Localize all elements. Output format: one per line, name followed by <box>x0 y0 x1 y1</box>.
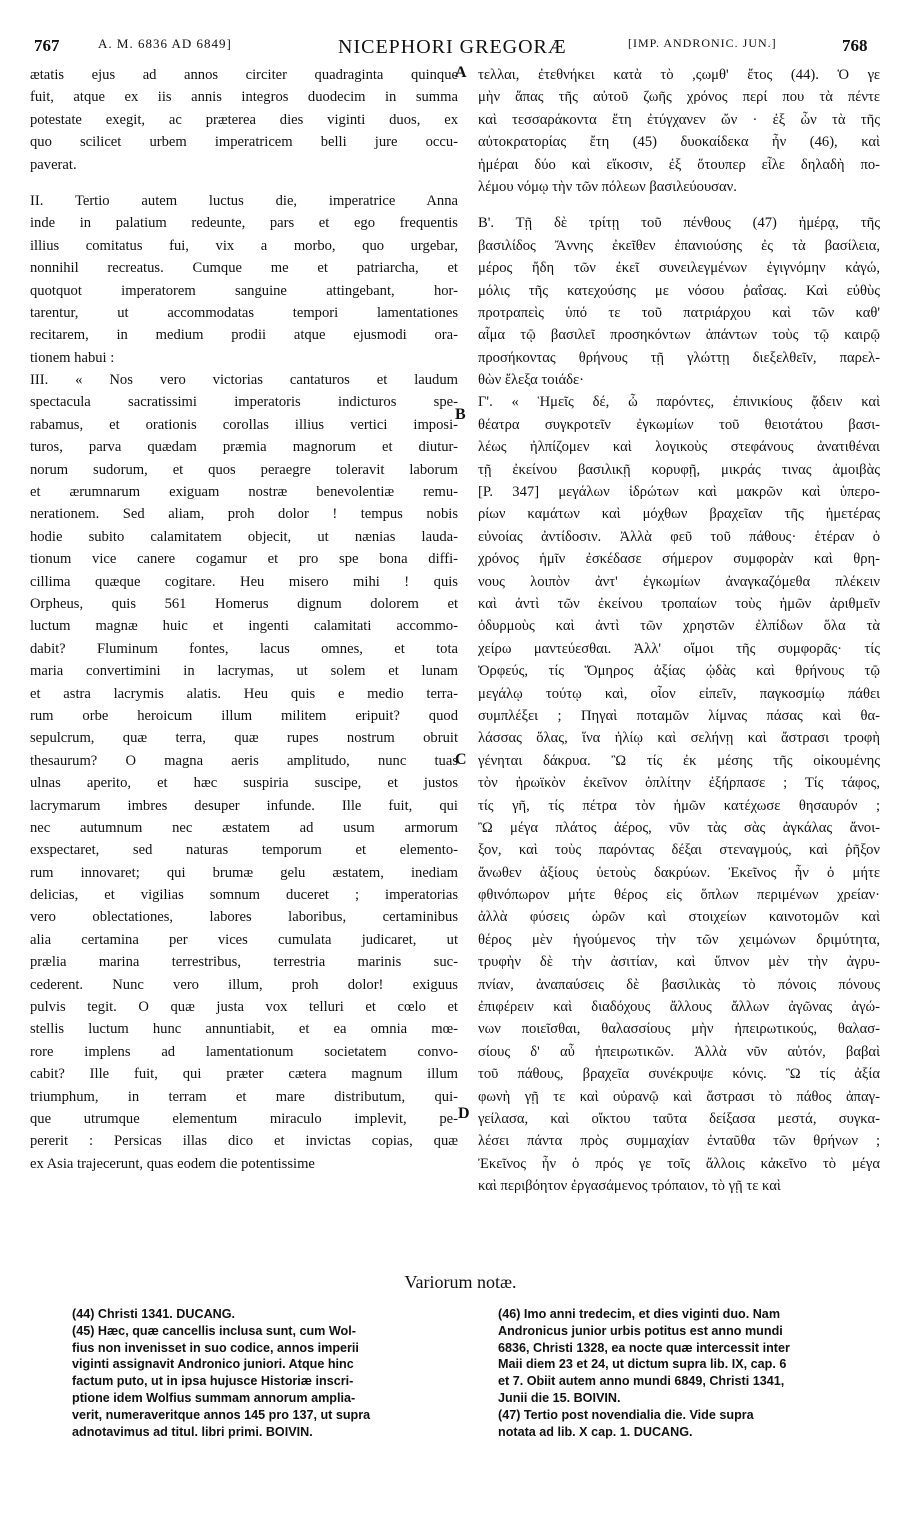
text-line: delicias, et vigilias somnum duceret ; imperatorias <box>30 887 458 904</box>
text-line: μεγάλῳ τούτῳ καὶ, οἷον εἰπεῖν, παγκοσμίῳ πάθει <box>478 685 880 702</box>
text-line: Junii die 15. BOIVIN. <box>498 1390 621 1405</box>
text-line: μόλις τῆς κατεχούσης με νόσου ῥαΐσας. Καὶ εὐθὺς <box>478 282 880 299</box>
text-line: ἐπιφέρειν καὶ διαδόχους ἄλλους ἄλλων ἀγῶνας ἀγώ- <box>478 999 880 1016</box>
text-line: Ἐκεῖνος ἦν ὁ πρός γε τοῖς ἄλλοις κἀκεῖνο τὸ μέγα <box>478 1155 880 1172</box>
text-line: potestate exegit, ac præterea dies viginti duos, ex <box>30 111 458 128</box>
text-line: Andronicus junior urbis potitus est anno mundi <box>498 1323 783 1338</box>
margin-marker-a: A <box>455 64 467 81</box>
text-line: recitarem, in medium prodii atque ejusmodi ora- <box>30 327 458 344</box>
text-line: factum puto, ut in ipsa hujusce Historiæ inscri- <box>72 1374 354 1389</box>
text-line: maria convertimini in lacrymas, ut solem et lunam <box>30 663 458 680</box>
text-line: Β'. Τῇ δὲ τρίτῃ τοῦ πένθους (47) ἡμέρᾳ, τῆς <box>478 215 880 232</box>
text-line: que utrumque elementum miraculo implevit, pe- <box>30 1110 458 1127</box>
text-line: quo scilicet urbem imperatricem belli jure occu- <box>30 134 458 151</box>
text-line: (45) Hæc, quæ cancellis inclusa sunt, cum Wol- <box>72 1323 356 1338</box>
text-line: turos, parva quædam præmia magnorum et diutur- <box>30 439 458 456</box>
text-line: nonnihil recreatus. Cumque me et patriarcha, et <box>30 260 458 277</box>
text-line: ἀλλὰ φύσεις ὡρῶν καὶ στοιχείων καινοτομῶν καὶ <box>478 909 880 926</box>
text-line: αἷμα τῷ βασιλεῖ προσηκόντων ἁπάντων τοὺς τῷ καιρῷ <box>478 327 880 344</box>
text-line: φθινόπωρον μήτε θέρος εἰς ὅπλων περιμένων χρείαν· <box>478 887 880 904</box>
text-line: λέσει πάντα πρὸς συμμαχίαν ἐνταῦθα τῶν θρήνων ; <box>478 1133 880 1150</box>
text-line: cabit? Ille fuit, qui præter cætera magnum illum <box>30 1066 458 1083</box>
text-line: θέατρα συγκροτεῖν ἐγκωμίων τοῦ θειοτάτου βασι- <box>478 416 880 433</box>
text-line: exspectaret, sed naturas temporum et elemento- <box>30 842 458 859</box>
text-line: pererit : Persicas illas dico et invictas copias, quæ <box>30 1133 458 1150</box>
text-line: λέμου νόμῳ τὴν τῶν πόλεων βασιλεύουσαν. <box>478 178 737 195</box>
text-line: prælia marina terrestribus, terrestria marinis suc- <box>30 954 458 971</box>
greek-column <box>478 64 880 1198</box>
greek-paragraph-3 <box>478 391 880 1197</box>
text-line: συμπλέξει ; Πηγαὶ ποταμῶν λίμνας πάσας καὶ θα- <box>478 707 880 724</box>
left-page-number: 767 <box>34 36 60 55</box>
text-line: paverat. <box>30 156 77 173</box>
text-line: Orpheus, quis 561 Homerus dignum dolorem et <box>30 595 458 612</box>
text-line: viginti assignavit Andronico juniori. Atque hinc <box>72 1357 354 1372</box>
text-line: καὶ τεσσαράκοντα ἔτη ἐτύγχανεν ὤν · ἐξ ὧν τὰ τῆς <box>478 111 880 128</box>
text-line: τίς γῆ, τίς πέτρα τὸν ἡμῶν κατέχωσε θησαυρόν ; <box>478 797 880 814</box>
margin-marker-b: B <box>455 406 466 423</box>
text-line: αὐτοκρατορίας ἔτη (45) δυοκαίδεκα ἦν (46), καὶ <box>478 134 880 151</box>
text-line: ex Asia trajecerunt, quas eodem die potentissime <box>30 1155 315 1172</box>
text-line: 6836, Christi 1328, ea nocte quæ intercessit inter <box>498 1340 790 1355</box>
text-line: χρόνος ἡμῖν ἐσκέδασε σήμερον συμφορὰν καὶ θρη- <box>478 551 880 568</box>
text-line: tionem habui : <box>30 349 115 366</box>
greek-paragraph-2 <box>478 212 880 391</box>
text-line: ulnas aperito, et hæc suspiria suscipe, et justos <box>30 775 458 792</box>
running-header <box>30 36 880 58</box>
text-line: cillima quæque cogitare. Heu misero mihi ! quis <box>30 573 458 590</box>
left-year-range: A. M. 6836 AD 6849] <box>98 36 232 51</box>
text-line: tionum vice canere cogamur et pro spe bona diffi- <box>30 551 458 568</box>
text-line: stellis luctum hunc annuntiabit, et ea omnia mœ- <box>30 1021 458 1038</box>
text-line: quotquot imperatorem sanguine attingebant, hor- <box>30 282 458 299</box>
text-line: spectacula sacratissimi imperatoris indicturos spe- <box>30 394 458 411</box>
text-line: II. Tertio autem luctus die, imperatrice Anna <box>30 192 458 209</box>
text-line: προτραπεὶς ὑπό τε τοῦ πατριάρχου καὶ τῶν καθ' <box>478 304 880 321</box>
text-line: nec autumnum nec æstatem ad usum armorum <box>30 819 458 836</box>
text-line: ξον, καὶ τοὺς παρόντας δέξαι στεναγμούς, καὶ ῥῆξον <box>478 842 880 859</box>
text-line: tarentur, ut accommodatas tempori lamentationes <box>30 304 458 321</box>
notes-right-column <box>498 1306 880 1440</box>
text-line: σίους δ' αὖ ἠπειρωτικῶν. Ἀλλὰ νῦν αὐτόν, βαβαὶ <box>478 1043 880 1060</box>
text-line: μέρος ἤδη τῶν ἐκεῖ συνειλεγμένων ἐγιγνόμην κἀγώ, <box>478 260 880 277</box>
notes-left-column <box>72 1306 458 1440</box>
text-line: θέρος μὲν ἡγούμενος τὴν τῶν χειμώνων δριμύτητα, <box>478 931 880 948</box>
text-line: λάσσας ὅλας, ἵνα ἡλίῳ καὶ σελήνῃ καὶ ἄστρασι τροφὴ <box>478 730 880 747</box>
text-line: τῇ ἐκείνου βασιλικῇ κορυφῇ, μικράς τινας ἀμοιβὰς <box>478 461 880 478</box>
text-line: γένηται δάκρυα. Ὢ τίς ἐκ μέσης τῆς οἰκουμένης <box>478 752 880 769</box>
text-line: ὀδυρμοὺς καὶ ἀντὶ τῶν χρηστῶν ἐλπίδων ὅλα τὰ <box>478 618 880 635</box>
text-line: et ærumnarum exiguam nostræ benevolentiæ remu- <box>30 484 458 501</box>
right-emperor-tag: [IMP. ANDRONIC. JUN.] <box>628 36 777 50</box>
text-line: (46) Imo anni tredecim, et dies viginti duo. Nam <box>498 1307 781 1321</box>
text-line: ἄνωθεν ἀξίους ὑετοὺς δακρύων. Ἐκεῖνος ἦν ὁ μήτε <box>478 864 880 881</box>
text-line: illius comitatus fui, vix a morbo, quo urgebar, <box>30 237 458 254</box>
margin-marker-c: C <box>455 751 467 768</box>
text-line: Γ'. « Ἡμεῖς δέ, ὦ παρόντες, ἐπινικίους ᾄδειν καὶ <box>478 394 880 411</box>
text-line: ætatis ejus ad annos circiter quadraginta quinque <box>30 67 458 83</box>
text-line: τὸν ἡρωϊκὸν ἐκεῖνον ὁπλίτην ἐξήρπασε ; Τίς τάφος, <box>478 775 880 792</box>
text-line: (44) Christi 1341. DUCANG. <box>72 1307 236 1321</box>
text-line: fius non invenisset in suo codice, annos imperii <box>72 1340 359 1355</box>
text-line: inde in palatium redeunte, pars et ego frequentis <box>30 215 458 232</box>
text-line: nerationem. Sed aliam, proh dolor ! tempus nobis <box>30 506 458 523</box>
text-line: Ὢ μέγα πλάτος ἀέρος, νῦν τὰς σὰς ἀγκάλας ἄνοι- <box>478 819 880 836</box>
text-line: γείλασα, καὶ οἴκτου ταῦτα δείξασα μεστά, συγκα- <box>478 1110 880 1127</box>
text-line: τρυφὴν δὲ τὴν ἀσιτίαν, καὶ ὕπνον μὲν τὴν ἀγρυ- <box>478 954 880 971</box>
text-line: καὶ περιβόητον ἐργασάμενος τρόπαιον, τὸ γῇ τε καὶ <box>478 1178 781 1195</box>
text-line: alia certamina per vices cumulata judicaret, ut <box>30 931 458 948</box>
notes-heading: Variorum notæ. <box>404 1272 517 1292</box>
text-line: πνίαν, ἀναπαύσεις δὲ βασιλικὰς τὸ πόνοις πόνους <box>478 976 880 993</box>
latin-column <box>30 64 458 1175</box>
text-line: hodie subito calamitatem objecit, ut nænias lauda- <box>30 528 458 545</box>
text-line: Maii diem 23 et 24, ut dictum supra lib. IX, cap. 6 <box>498 1357 787 1372</box>
latin-paragraph-3 <box>30 369 458 1175</box>
text-line: pulvis tegit. O quæ justa vox telluri et cœlo et <box>30 999 458 1016</box>
text-line: rabamus, et orationis corollas illius vertici imposi- <box>30 416 458 433</box>
text-line: ptione idem Wolfius summam annorum amplia- <box>72 1390 356 1405</box>
text-line: χείρω μαντεύεσθαι. Ἀλλ' οἴμοι τῆς συμφορᾶς· τίς <box>478 640 880 657</box>
text-line: lacrymarum imbres desuper infunde. Ille fuit, qui <box>30 797 458 814</box>
text-line: luctum magnæ huic et ingenti calamitati accommo- <box>30 618 458 635</box>
text-line: vero oblectationes, labores laboribus, certaminibus <box>30 909 458 926</box>
text-line: (47) Tertio post novendialia die. Vide supra <box>498 1407 754 1422</box>
text-line: norum sudorum, et quos peraegre toleravit laborum <box>30 461 458 478</box>
text-line: cederent. Nunc vero illum, proh dolor! exiguus <box>30 976 458 993</box>
text-line: rore implens ad lamentationum societatem convo- <box>30 1043 458 1060</box>
text-line: νους λοιπὸν ἀντ' ἐγκωμίων ἀναγκαζόμεθα πλέκειν <box>478 573 880 590</box>
text-line: thesaurum? O magna aeris amplitudo, nunc tuas <box>30 752 458 769</box>
text-line: dabit? Fluminum fontes, lacus omnes, et tota <box>30 640 458 657</box>
text-line: εὐνοίας ἀντίδοσιν. Ἀλλὰ φεῦ τοῦ πάθους· ἑτέραν ὁ <box>478 528 880 545</box>
text-line: notata ad lib. X cap. 1. DUCANG. <box>498 1424 693 1439</box>
text-line: μὴν ἅπας τῆς αὐτοῦ ζωῆς χρόνος περί που τὰ πέντε <box>478 89 880 106</box>
right-page-number: 768 <box>842 36 868 55</box>
text-line: et astra lacrymis alatis. Heu quis e medio terra- <box>30 685 458 702</box>
text-line: νων ποιεῖσθαι, θαλασσίους μὴν ἠπειρωτικούς, θαλασ- <box>478 1021 880 1038</box>
latin-paragraph-2 <box>30 190 458 369</box>
text-line: III. « Nos vero victorias cantaturos et laudum <box>30 372 458 389</box>
text-line: triumphum, in terram et mare distributum, qui- <box>30 1088 458 1105</box>
text-line: ἡμέραι δύο καὶ εἴκοσιν, ἐξ ὅτουπερ εἷλε δηλαδὴ πο- <box>478 156 880 173</box>
text-line: θὼν ἔλεξα τοιάδε· <box>478 372 585 389</box>
text-line: ρίων καμάτων καὶ μόχθων βραχεῖαν τῆς ἡμετέρας <box>478 506 880 523</box>
text-line: adnotavimus ad titul. libri primi. BOIVIN. <box>72 1424 313 1439</box>
text-line: et 7. Obiit autem anno mundi 6849, Christi 1341, <box>498 1374 785 1389</box>
text-line: verit, numeraveritque annos 145 pro 137, ut supra <box>72 1407 371 1422</box>
text-line: [P. 347] μεγάλων ἱδρώτων καὶ μακρῶν καὶ ὑπερο- <box>478 484 880 501</box>
greek-paragraph-1 <box>478 64 880 198</box>
margin-marker-d: D <box>458 1105 470 1122</box>
text-line: καὶ ἀντὶ τῶν ἐκείνου τροπαίων τοὺς ἡμῶν ἀριθμεῖν <box>478 595 880 612</box>
running-title: NICEPHORI GREGORÆ <box>338 36 567 58</box>
text-line: φωνὴ γῇ τε καὶ οὐρανῷ καὶ ἄστρασι τὸ πάθος ἀπαγ- <box>478 1088 880 1105</box>
text-line: λέως ἠλπίζομεν καὶ λογικοὺς στεφάνους ἀνατιθέναι <box>478 439 880 456</box>
text-line: τελλαι, ἐτεθνήκει κατὰ τὸ ,ςωμθ' ἔτος (44). Ὁ γε <box>478 67 880 83</box>
text-line: rum orbe heroicum illum militem eripuit? quod <box>30 707 458 724</box>
latin-paragraph-1 <box>30 64 458 176</box>
text-line: τοῦ πάθους, βραχεῖα συνέκρυψε κόνις. Ὢ τίς ἀξία <box>478 1066 880 1083</box>
text-line: βασιλίδος Ἄννης ἐκεῖθεν ἐπανιούσης ἐς τὰ βασίλεια, <box>478 237 880 254</box>
text-line: sepulcrum, quæ terra, quæ rupes nostrum obruit <box>30 730 458 747</box>
text-line: fuit, atque ex iis annis integros duodecim in summa <box>30 89 458 106</box>
text-line: προσήκοντας θρήνους τῇ γλώττῃ διεξελθεῖν, παρελ- <box>478 349 880 366</box>
text-line: Ὀρφεύς, τίς Ὅμηρος ἀξίας ᾠδὰς καὶ θρήνους τῷ <box>478 663 880 680</box>
text-line: rum innovaret; qui brumæ gelu æstatem, inediam <box>30 864 458 881</box>
